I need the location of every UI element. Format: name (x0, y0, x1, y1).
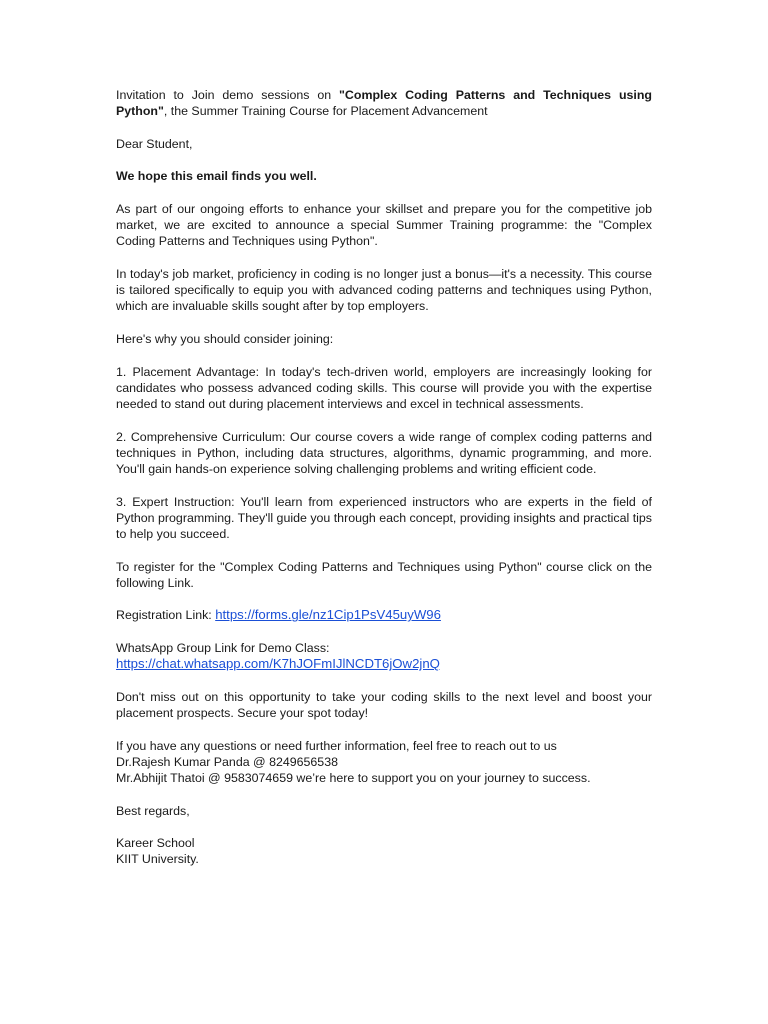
why-heading: Here's why you should consider joining: (116, 331, 334, 346)
subject-course-title: "Complex Coding Patterns and Techniques using Python" (116, 88, 652, 119)
email-body (116, 87, 652, 884)
signature-university: KIIT University. (116, 852, 199, 867)
subject-suffix: , the Summer Training Course for Placement Advancement (163, 104, 488, 119)
closing-pitch: Don't miss out on this opportunity to take your coding skills to the next level and boost your placement prospects. Secure your spot today! (116, 689, 652, 720)
intro-paragraph: As part of our ongoing efforts to enhance your skillset and prepare you for the competitive job market, we are excited to announce a special Summer Training programme: the "Complex Coding Patterns and Techniques using Python". (116, 201, 652, 249)
regards: Best regards, (116, 803, 190, 818)
point-placement: 1. Placement Advantage: In today's tech-driven world, employers are increasingly looking for candidates who possess advanced coding skills. This course will provide you with the expertise needed to stand out during placement interviews and excel in technical assessments. (116, 364, 652, 411)
market-paragraph: In today's job market, proficiency in coding is no longer just a bonus—it's a necessity. This course is tailored specifically to equip you with advanced coding patterns and techniques using Python, which are invaluable skills sought after by top employers. (116, 266, 652, 314)
contact-person-2: Mr.Abhijit Thatoi @ 9583074659 we’re here to support you on your journey to success. (116, 770, 591, 785)
point-instruction: 3. Expert Instruction: You'll learn from experienced instructors who are experts in the field of Python programming. They'll guide you through each concept, providing insights and practical tips to help you succeed. (116, 494, 652, 541)
subject-line (116, 87, 652, 119)
contact-intro: If you have any questions or need further information, feel free to reach out to us (116, 738, 557, 753)
registration-link[interactable]: https://forms.gle/nz1Cip1PsV45uyW96 (215, 607, 441, 623)
subject-prefix: Invitation to Join demo sessions on (116, 88, 340, 102)
register-paragraph: To register for the "Complex Coding Patterns and Techniques using Python" course click on the following Link. (116, 559, 652, 590)
registration-line (116, 607, 652, 623)
whatsapp-block (116, 640, 652, 672)
point-curriculum: 2. Comprehensive Curriculum: Our course covers a wide range of complex coding patterns and techniques in Python, including data structures, algorithms, dynamic programming, and more. You'll gain hands-on experience solving challenging problems and writing efficient code. (116, 429, 652, 476)
signature-org: Kareer School (116, 836, 195, 851)
whatsapp-label: WhatsApp Group Link for Demo Class: (116, 640, 330, 655)
registration-label: Registration Link: (116, 608, 216, 623)
signature-block (116, 835, 652, 867)
greeting: Dear Student, (116, 136, 193, 151)
contact-person-1: Dr.Rajesh Kumar Panda @ 8249656538 (116, 754, 338, 769)
whatsapp-link[interactable]: https://chat.whatsapp.com/K7hJOFmIJlNCDT6jOw2jnQ (116, 656, 440, 672)
hope-line: We hope this email finds you well. (116, 169, 317, 184)
contact-block (116, 738, 652, 787)
